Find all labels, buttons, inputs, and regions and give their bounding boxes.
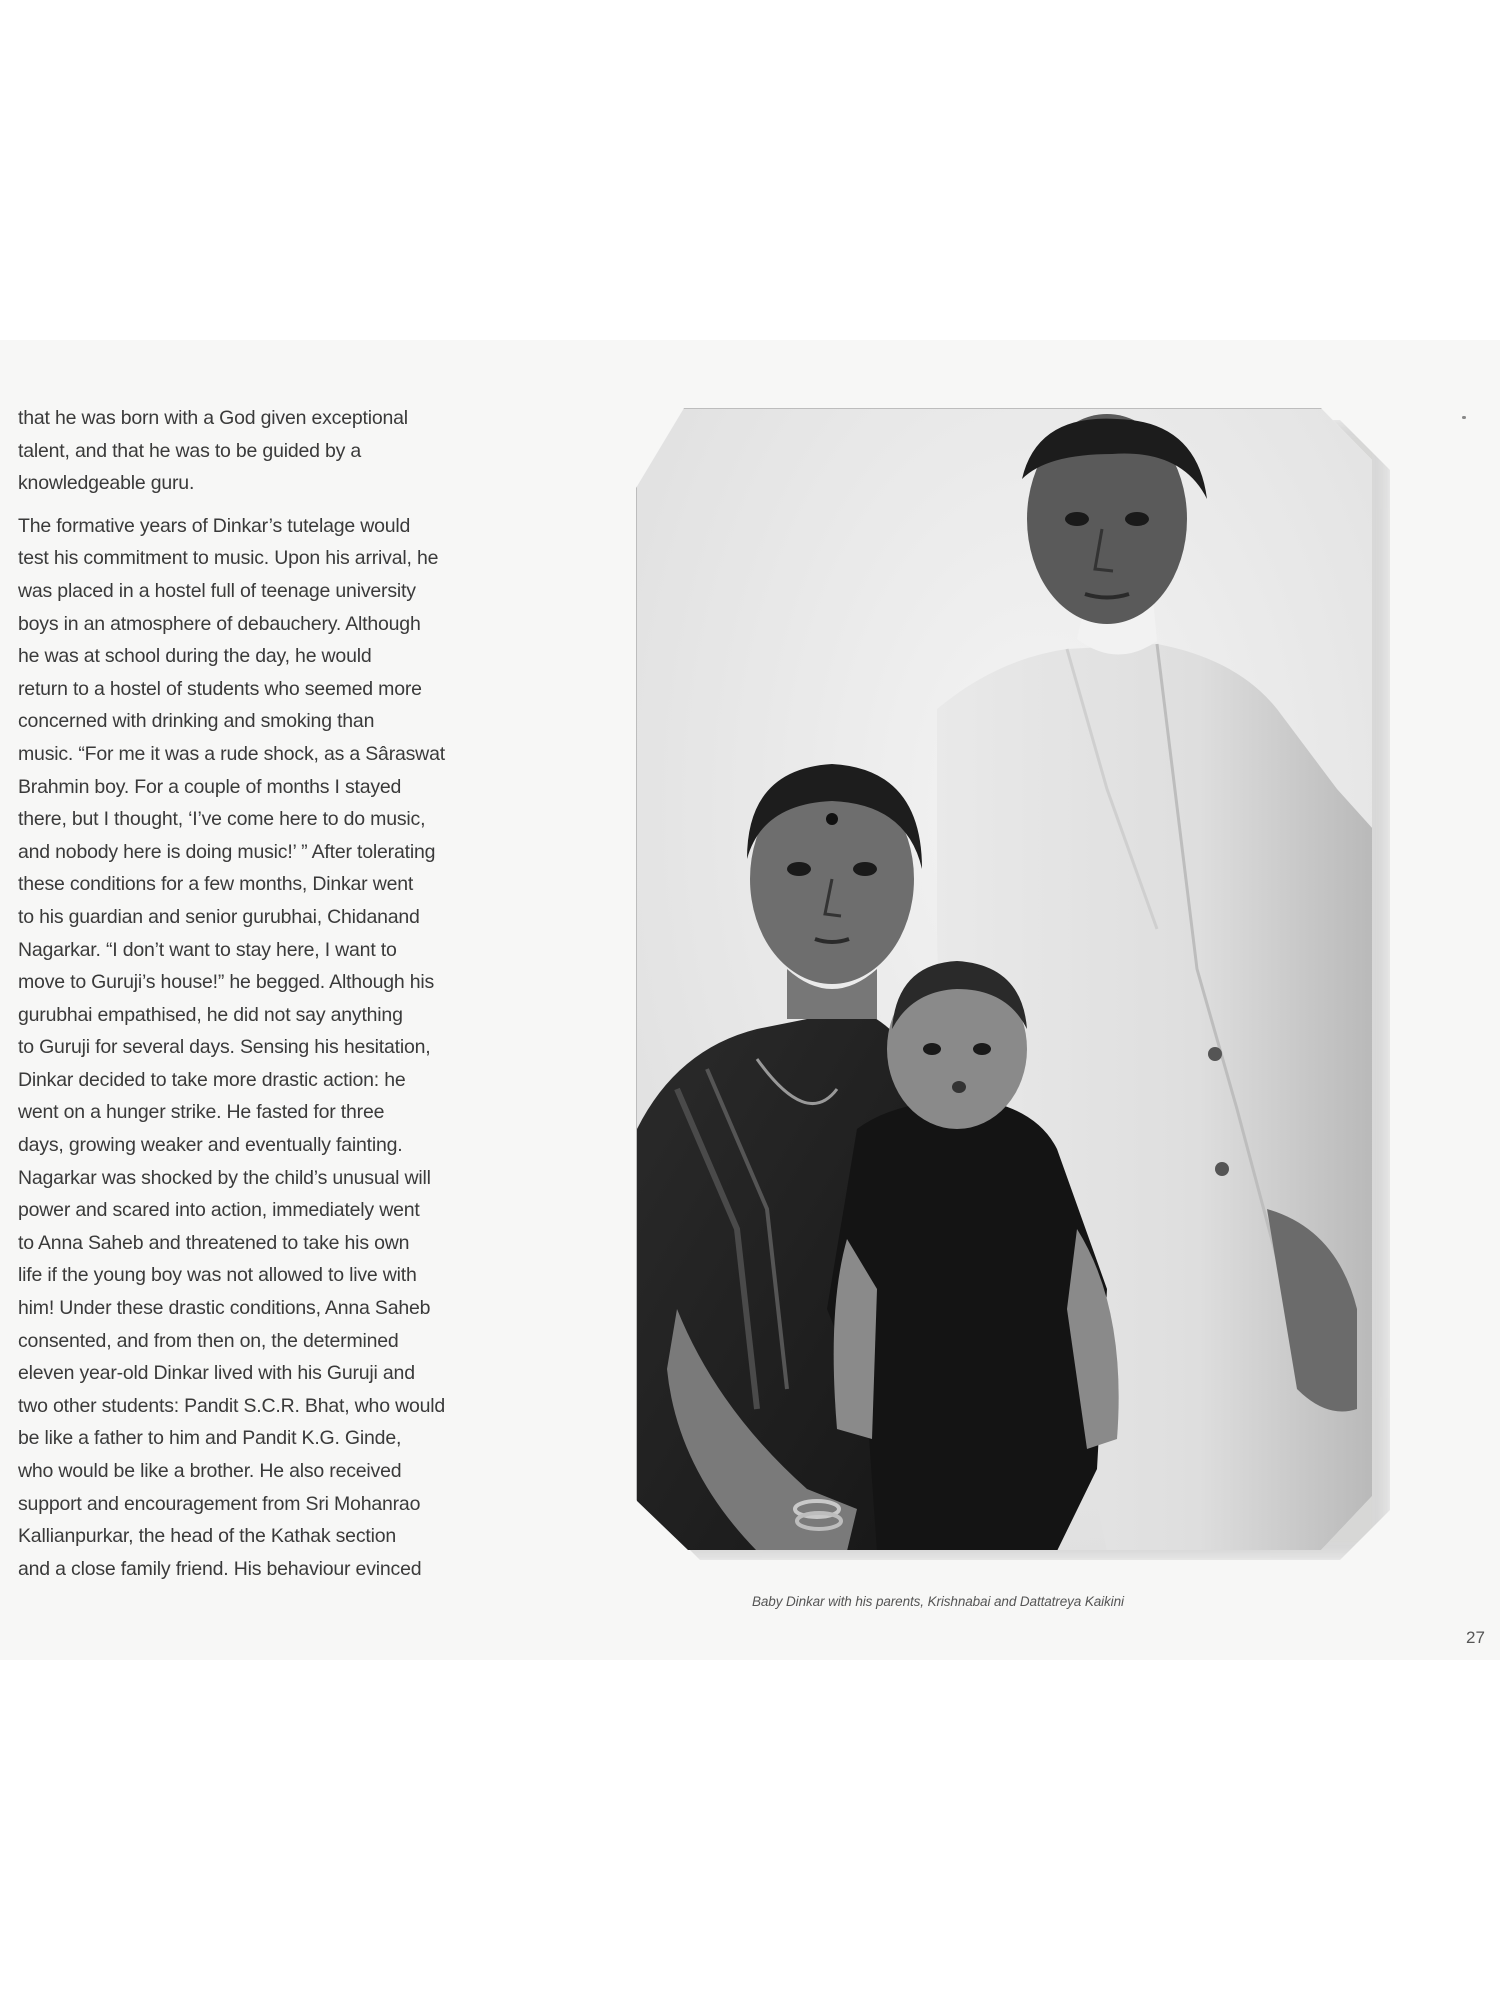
photo-caption: Baby Dinkar with his parents, Krishnabai and Dattatreya Kaikini bbox=[752, 1594, 1124, 1609]
text-line: two other students: Pandit S.C.R. Bhat, who would bbox=[18, 1394, 446, 1417]
text-line: be like a father to him and Pandit K.G. Ginde, bbox=[18, 1427, 402, 1450]
text-line: test his commitment to music. Upon his arrival, he bbox=[18, 547, 439, 570]
family-photograph bbox=[636, 408, 1374, 1552]
text-line: return to a hostel of students who seemed more bbox=[18, 677, 422, 700]
text-line: to Guruji for several days. Sensing his hesitation, bbox=[18, 1036, 431, 1059]
text-line: Dinkar decided to take more drastic action: he bbox=[18, 1068, 406, 1091]
family-photograph-image bbox=[637, 409, 1373, 1551]
page-number: 27 bbox=[1466, 1628, 1485, 1647]
text-line: Brahmin boy. For a couple of months I stayed bbox=[18, 775, 402, 798]
text-line: he was at school during the day, he would bbox=[18, 645, 372, 668]
text-line: consented, and from then on, the determined bbox=[18, 1329, 399, 1352]
text-line: The formative years of Dinkar’s tutelage would bbox=[18, 514, 411, 537]
text-line: went on a hunger strike. He fasted for three bbox=[18, 1101, 385, 1124]
text-line: eleven year-old Dinkar lived with his Guruji and bbox=[18, 1362, 415, 1385]
text-line: Nagarkar. “I don’t want to stay here, I want to bbox=[18, 938, 397, 961]
text-line: to Anna Saheb and threatened to take his own bbox=[18, 1231, 410, 1254]
text-line: who would be like a brother. He also received bbox=[18, 1460, 402, 1482]
text-line: boys in an atmosphere of debauchery. Although bbox=[18, 612, 421, 635]
paragraph bbox=[18, 402, 498, 500]
text-line: Nagarkar was shocked by the child’s unusual will bbox=[18, 1166, 431, 1189]
text-line: concerned with drinking and smoking than bbox=[18, 710, 375, 733]
text-line: move to Guruji’s house!” he begged. Although his bbox=[18, 971, 435, 994]
text-line: was placed in a hostel full of teenage university bbox=[18, 579, 416, 602]
text-line: knowledgeable guru. bbox=[18, 472, 195, 495]
text-line: power and scared into action, immediately went bbox=[18, 1199, 420, 1222]
text-line: to his guardian and senior gurubhai, Chidanand bbox=[18, 905, 420, 928]
body-text-column bbox=[18, 402, 498, 1595]
paragraph bbox=[18, 510, 498, 1586]
text-line: support and encouragement from Sri Mohanrao bbox=[18, 1492, 421, 1515]
text-line: music. “For me it was a rude shock, as a Sâraswat bbox=[18, 742, 445, 765]
text-line: Kallianpurkar, the head of the Kathak section bbox=[18, 1525, 397, 1548]
text-line: talent, and that he was to be guided by a bbox=[18, 439, 362, 462]
edge-mark bbox=[1462, 416, 1466, 419]
text-line: gurubhai empathised, he did not say anything bbox=[18, 1003, 403, 1026]
text-line: these conditions for a few months, Dinkar went bbox=[18, 873, 414, 896]
text-line: there, but I thought, ‘I’ve come here to do music, bbox=[18, 808, 426, 831]
text-line: and nobody here is doing music!’ ” After tolerating bbox=[18, 840, 436, 863]
text-line: him! Under these drastic conditions, Anna Saheb bbox=[18, 1297, 431, 1320]
text-line: days, growing weaker and eventually fainting. bbox=[18, 1134, 403, 1157]
text-line: and a close family friend. His behaviour evinced bbox=[18, 1557, 422, 1580]
text-line: life if the young boy was not allowed to live with bbox=[18, 1264, 417, 1287]
text-line: that he was born with a God given exceptional bbox=[18, 407, 408, 429]
